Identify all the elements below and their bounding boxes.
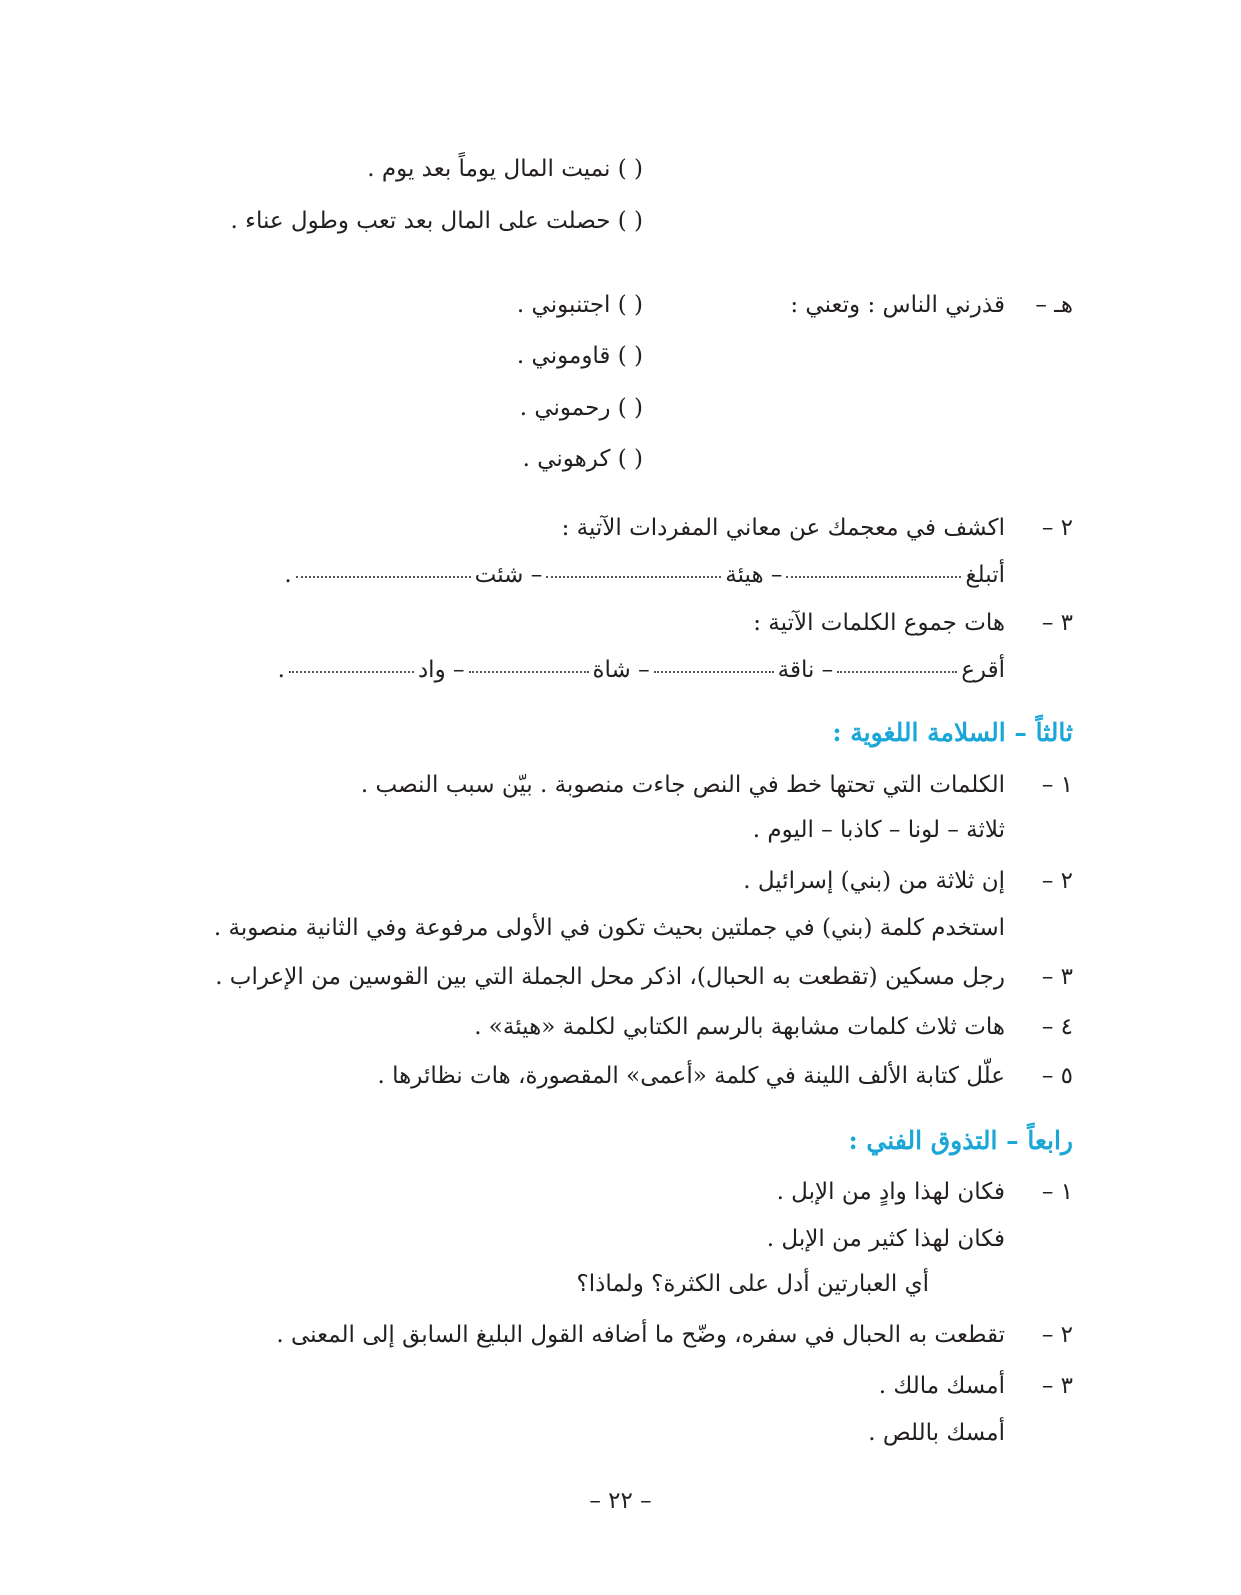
question-text: اكشف في معجمك عن معاني المفردات الآتية : bbox=[561, 515, 1005, 541]
option-line: ( ) قاوموني . bbox=[516, 343, 643, 369]
answer-blank[interactable] bbox=[786, 575, 961, 578]
question-marker: ٥ – bbox=[1041, 1063, 1073, 1089]
question-text: الكلمات التي تحتها خط في النص جاءت منصوبة . بيّن سبب النصب . bbox=[360, 772, 1005, 798]
question-text: فكان لهذا وادٍ من الإبل . bbox=[776, 1179, 1005, 1205]
question-marker: ٢ – bbox=[1041, 868, 1073, 894]
question-text: فكان لهذا كثير من الإبل . bbox=[766, 1226, 1005, 1252]
question-text: أمسك باللص . bbox=[868, 1420, 1005, 1446]
question-marker: ٣ – bbox=[1041, 610, 1073, 636]
question-marker: ٢ – bbox=[1041, 1322, 1073, 1348]
item-h-marker: هـ – bbox=[1035, 292, 1073, 318]
line-end: . bbox=[277, 657, 285, 683]
option-line: ( ) اجتنبوني . bbox=[516, 292, 643, 318]
question-marker: ٣ – bbox=[1041, 964, 1073, 990]
plural-row bbox=[278, 653, 1005, 687]
answer-blank[interactable] bbox=[654, 670, 774, 673]
question-text: ثلاثة – لونا – كاذبا – اليوم . bbox=[752, 817, 1005, 843]
question-text: أمسك مالك . bbox=[878, 1373, 1005, 1399]
question-text: هات ثلاث كلمات مشابهة بالرسم الكتابي لكلمة «هيئة» . bbox=[474, 1014, 1005, 1040]
section-heading: ثالثاً – السلامة اللغوية : bbox=[832, 718, 1073, 747]
line-end: . bbox=[284, 562, 292, 588]
option-line: ( ) نميت المال يوماً بعد يوم . bbox=[367, 156, 643, 182]
answer-blank[interactable] bbox=[469, 670, 589, 673]
vocab-row bbox=[284, 558, 1005, 592]
plural-word: أقرع bbox=[961, 657, 1005, 683]
question-text: استخدم كلمة (بني) في جملتين بحيث تكون في الأولى مرفوعة وفي الثانية منصوبة . bbox=[213, 915, 1005, 941]
answer-blank[interactable] bbox=[296, 575, 471, 578]
vocab-word: – هيئة bbox=[725, 562, 783, 588]
question-text: هات جموع الكلمات الآتية : bbox=[753, 610, 1005, 636]
answer-blank[interactable] bbox=[837, 670, 957, 673]
question-text: رجل مسكين (تقطعت به الحبال)، اذكر محل الجملة التي بين القوسين من الإعراب . bbox=[215, 964, 1005, 990]
option-line: ( ) حصلت على المال بعد تعب وطول عناء . bbox=[230, 208, 643, 234]
option-line: ( ) كرهوني . bbox=[522, 446, 643, 472]
vocab-word: أتبلغ bbox=[965, 562, 1005, 588]
question-text: أي العبارتين أدل على الكثرة؟ ولماذا؟ bbox=[576, 1271, 929, 1297]
question-text: تقطعت به الحبال في سفره، وضّح ما أضافه القول البليغ السابق إلى المعنى . bbox=[276, 1322, 1005, 1348]
question-marker: ٢ – bbox=[1041, 515, 1073, 541]
answer-blank[interactable] bbox=[546, 575, 721, 578]
section-heading: رابعاً – التذوق الفني : bbox=[848, 1126, 1073, 1155]
plural-word: – ناقة bbox=[777, 657, 834, 683]
plural-word: – واد bbox=[417, 657, 465, 683]
vocab-word: – شئت bbox=[474, 562, 543, 588]
plural-word: – شاة bbox=[592, 657, 650, 683]
question-text: علّل كتابة الألف اللينة في كلمة «أعمى» المقصورة، هات نظائرها . bbox=[377, 1063, 1005, 1089]
question-marker: ٤ – bbox=[1041, 1014, 1073, 1040]
item-h-prompt: قذرني الناس : وتعني : bbox=[790, 292, 1005, 318]
question-text: إن ثلاثة من (بني) إسرائيل . bbox=[743, 868, 1005, 894]
question-marker: ٣ – bbox=[1041, 1373, 1073, 1399]
question-marker: ١ – bbox=[1041, 772, 1073, 798]
question-marker: ١ – bbox=[1041, 1179, 1073, 1205]
page-number: – ٢٢ – bbox=[589, 1488, 652, 1514]
answer-blank[interactable] bbox=[289, 670, 414, 673]
option-line: ( ) رحموني . bbox=[519, 395, 643, 421]
